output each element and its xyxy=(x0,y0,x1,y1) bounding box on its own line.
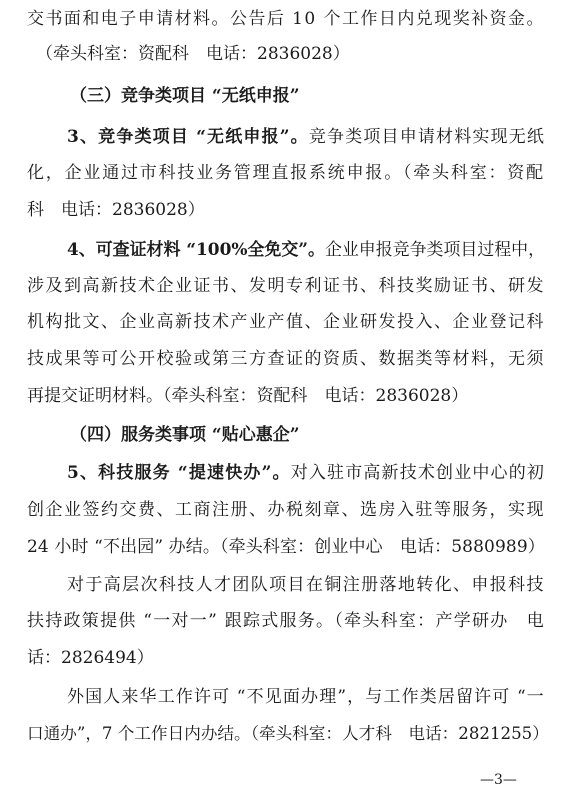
text-line xyxy=(0,723,567,745)
text-line xyxy=(0,647,567,669)
item-title: 5、科技服务 “提速快办”。 xyxy=(67,463,291,483)
item-4-first-line xyxy=(0,238,567,261)
text-line xyxy=(0,499,567,521)
text-line xyxy=(0,574,567,596)
text-line xyxy=(0,311,567,333)
item-title: 4、可查证材料 “100%全免交”。 xyxy=(67,239,325,259)
contact-line xyxy=(0,43,567,65)
contact-line xyxy=(0,199,567,221)
text-line xyxy=(0,536,567,558)
text-segment: 交书面和电子申请材料。公告后 10 个工作日内兑现奖补资金。 xyxy=(27,9,545,29)
text-line xyxy=(0,348,567,370)
text-segment: 口通办”，7 个工作日内办结。（牵头科室：人才科 电话：2821255） xyxy=(27,724,549,743)
text-segment: 话：2826494） xyxy=(27,648,154,668)
text-line xyxy=(0,162,567,184)
section-heading-4 xyxy=(0,424,567,446)
text-segment: 科 电话：2836028） xyxy=(27,200,205,220)
text-segment: 外国人来华工作许可 “不见面办理”，与工作类居留许可 “一 xyxy=(67,687,545,707)
page-number: —3— xyxy=(480,772,517,788)
text-line xyxy=(0,610,567,632)
text-segment: 24 小时 “不出园” 办结。（牵头科室：创业中心 电话：5880989） xyxy=(27,537,545,557)
text-segment: 机构批文、企业高新技术产业产值、企业研发投入、企业登记科 xyxy=(27,312,545,332)
text-segment: 企业申报竞争类项目过程中， xyxy=(324,239,546,259)
text-segment: 创企业签约交费、工商注册、办税刻章、选房入驻等服务，实现 xyxy=(27,500,545,520)
text-segment: 扶持政策提供 “一对一” 跟踪式服务。（牵头科室：产学研办 电 xyxy=(27,611,546,631)
text-line xyxy=(0,686,567,708)
heading-text: （三）竞争类项目 “无纸申报” xyxy=(70,86,300,106)
item-5-first-line xyxy=(0,462,567,484)
section-heading-3 xyxy=(0,85,567,107)
text-segment: 对入驻市高新技术创业中心的初 xyxy=(290,463,546,483)
text-segment: 再提交证明材料。（牵头科室：资配科 电话：2836028） xyxy=(27,386,469,406)
text-segment: 技成果等可公开校验或第三方查证的资质、数据类等材料，无须 xyxy=(27,349,545,369)
heading-text: （四）服务类事项 “贴心惠企” xyxy=(70,425,300,445)
text-segment: 竞争类项目申请材料实现无纸 xyxy=(308,127,546,147)
text-segment: 涉及到高新技术企业证书、发明专利证书、科技奖励证书、研发 xyxy=(27,276,545,296)
text-line xyxy=(0,385,567,407)
text-line xyxy=(0,275,567,297)
text-segment: 对于高层次科技人才团队项目在铜注册落地转化、申报科技 xyxy=(67,575,545,595)
text-line xyxy=(0,8,567,30)
text-segment: （牵头科室：资配科 电话：2836028） xyxy=(36,44,350,64)
item-title: 3、竞争类项目 “无纸申报”。 xyxy=(67,127,309,147)
item-3-first-line xyxy=(0,126,567,148)
text-segment: 化，企业通过市科技业务管理直报系统申报。（牵头科室：资配 xyxy=(27,163,545,183)
